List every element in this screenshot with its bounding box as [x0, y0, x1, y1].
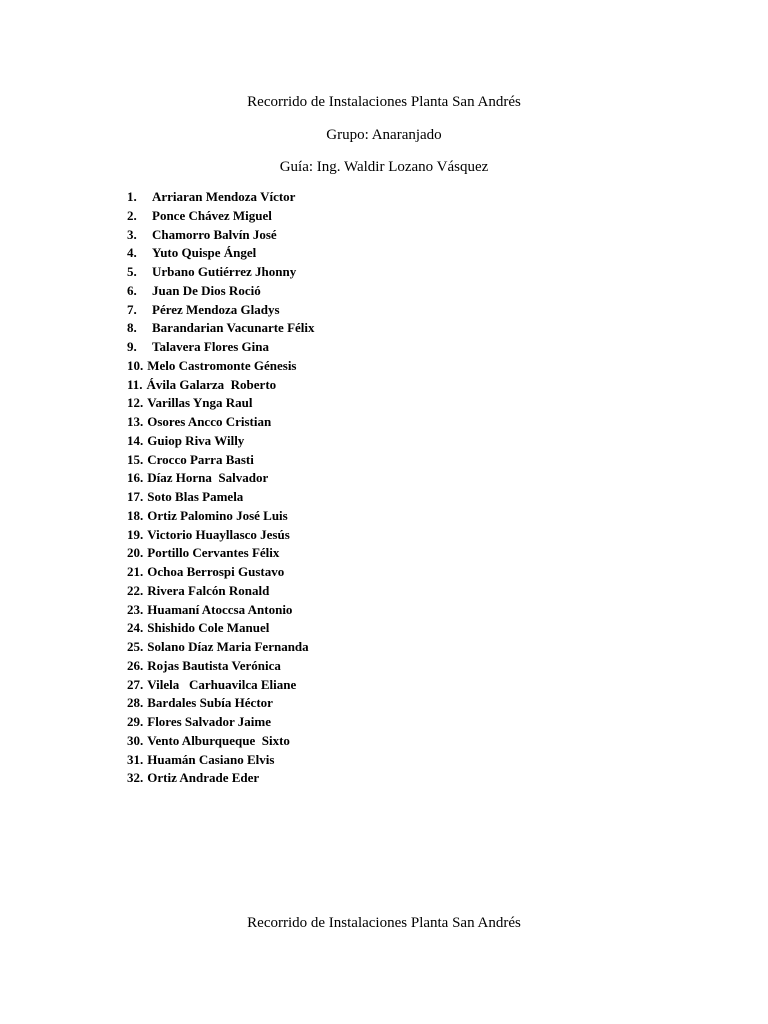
- list-item: [127, 188, 315, 207]
- participant-name: Rojas Bautista Verónica: [147, 657, 281, 673]
- participant-name: Pérez Mendoza Gladys: [152, 301, 280, 317]
- list-item: [127, 732, 315, 751]
- list-item-number: 27.: [127, 676, 144, 692]
- list-item: [127, 544, 315, 563]
- list-item-number: 14.: [127, 432, 144, 448]
- list-item: [127, 301, 315, 320]
- participant-name: Yuto Quispe Ángel: [152, 245, 257, 261]
- list-item-number: 2.: [127, 207, 137, 223]
- list-item: [127, 563, 315, 582]
- participant-name: Huamán Casiano Elvis: [147, 751, 275, 767]
- participant-name: Arriaran Mendoza Víctor: [152, 189, 296, 204]
- list-item: [127, 207, 315, 226]
- participant-name: Vilela Carhuavilca Eliane: [147, 676, 297, 692]
- participant-name: Flores Salvador Jaime: [147, 714, 271, 729]
- list-item: [127, 526, 315, 545]
- list-item: [127, 263, 315, 282]
- document-title: Recorrido de Instalaciones Planta San Andrés: [247, 94, 521, 110]
- list-item-number: 24.: [127, 620, 144, 636]
- list-item-number: 28.: [127, 695, 144, 711]
- list-item-number: 18.: [127, 507, 144, 523]
- list-item-number: 6.: [127, 282, 137, 298]
- participant-name: Varillas Ynga Raul: [147, 395, 253, 411]
- list-item-number: 7.: [127, 301, 137, 317]
- participant-name: Crocco Parra Basti: [147, 451, 254, 467]
- list-item-number: 30.: [127, 732, 144, 748]
- participant-name: Vento Alburqueque Sixto: [147, 732, 290, 748]
- participant-name: Ortiz Andrade Eder: [147, 770, 260, 786]
- group-label: Grupo: Anaranjado: [326, 127, 442, 143]
- list-item: [127, 601, 315, 620]
- participant-name: Huamaní Atoccsa Antonio: [147, 601, 293, 617]
- list-item: [127, 582, 315, 601]
- list-item: [127, 319, 315, 338]
- list-item-number: 4.: [127, 245, 137, 261]
- list-item-number: 8.: [127, 320, 137, 336]
- list-item: [127, 638, 315, 657]
- list-item: [127, 394, 315, 413]
- list-item: [127, 469, 315, 488]
- list-item: [127, 451, 315, 470]
- list-item-number: 1.: [127, 189, 137, 204]
- participant-name: Ochoa Berrospi Gustavo: [147, 564, 285, 579]
- list-item: [127, 751, 315, 770]
- list-item-number: 17.: [127, 489, 144, 504]
- participant-name: Talavera Flores Gina: [152, 339, 269, 354]
- list-item-number: 31.: [127, 751, 144, 767]
- list-item-number: 32.: [127, 770, 144, 786]
- list-item: [127, 244, 315, 263]
- list-item-number: 5.: [127, 264, 137, 279]
- participant-name: Portillo Cervantes Félix: [147, 545, 280, 561]
- list-item: [127, 769, 315, 788]
- list-item-number: 9.: [127, 339, 137, 354]
- participant-name: Chamorro Balvín José: [152, 226, 277, 242]
- list-item: [127, 488, 315, 507]
- list-item-number: 20.: [127, 545, 144, 561]
- participant-name: Ávila Galarza Roberto: [146, 376, 277, 392]
- list-item: [127, 694, 315, 713]
- participant-name: Barandarian Vacunarte Félix: [152, 320, 315, 336]
- participant-name: Melo Castromonte Génesis: [147, 357, 297, 373]
- list-item: [127, 619, 315, 638]
- participant-name: Solano Díaz Maria Fernanda: [147, 639, 309, 654]
- participant-name: Shishido Cole Manuel: [147, 620, 270, 636]
- participant-name: Osores Ancco Cristian: [147, 414, 272, 429]
- list-item: [127, 657, 315, 676]
- list-item-number: 15.: [127, 451, 144, 467]
- list-item: [127, 357, 315, 376]
- list-item-number: 3.: [127, 226, 137, 242]
- list-item: [127, 507, 315, 526]
- list-item-number: 19.: [127, 526, 144, 542]
- participant-name: Guiop Riva Willy: [147, 432, 245, 448]
- participant-name: Soto Blas Pamela: [147, 489, 244, 504]
- participant-name: Ortiz Palomino José Luis: [147, 507, 288, 523]
- participant-name: Díaz Horna Salvador: [147, 470, 269, 486]
- list-item-number: 26.: [127, 657, 144, 673]
- participant-name: Ponce Chávez Miguel: [152, 207, 272, 223]
- participant-name: Urbano Gutiérrez Jhonny: [152, 264, 297, 279]
- list-item-number: 21.: [127, 564, 144, 579]
- participant-name: Rivera Falcón Ronald: [147, 582, 270, 598]
- list-item: [127, 338, 315, 357]
- list-item-number: 25.: [127, 639, 144, 654]
- list-item-number: 11.: [127, 376, 143, 392]
- list-item-number: 13.: [127, 414, 144, 429]
- list-item: [127, 413, 315, 432]
- list-item-number: 22.: [127, 582, 144, 598]
- list-item-number: 16.: [127, 470, 144, 486]
- list-item: [127, 376, 315, 395]
- list-item-number: 29.: [127, 714, 144, 729]
- participant-name: Bardales Subía Héctor: [147, 695, 273, 711]
- participant-name: Victorio Huayllasco Jesús: [147, 526, 290, 542]
- participant-name: Juan De Dios Roció: [152, 282, 261, 298]
- list-item: [127, 676, 315, 695]
- list-item-number: 10.: [127, 357, 144, 373]
- list-item: [127, 282, 315, 301]
- next-section-title: Recorrido de Instalaciones Planta San Andrés: [247, 915, 521, 931]
- guide-label: Guía: Ing. Waldir Lozano Vásquez: [279, 159, 489, 175]
- list-item: [127, 713, 315, 732]
- list-item: [127, 432, 315, 451]
- list-item-number: 12.: [127, 395, 144, 411]
- list-item: [127, 226, 315, 245]
- participant-list: [127, 188, 315, 788]
- list-item-number: 23.: [127, 601, 144, 617]
